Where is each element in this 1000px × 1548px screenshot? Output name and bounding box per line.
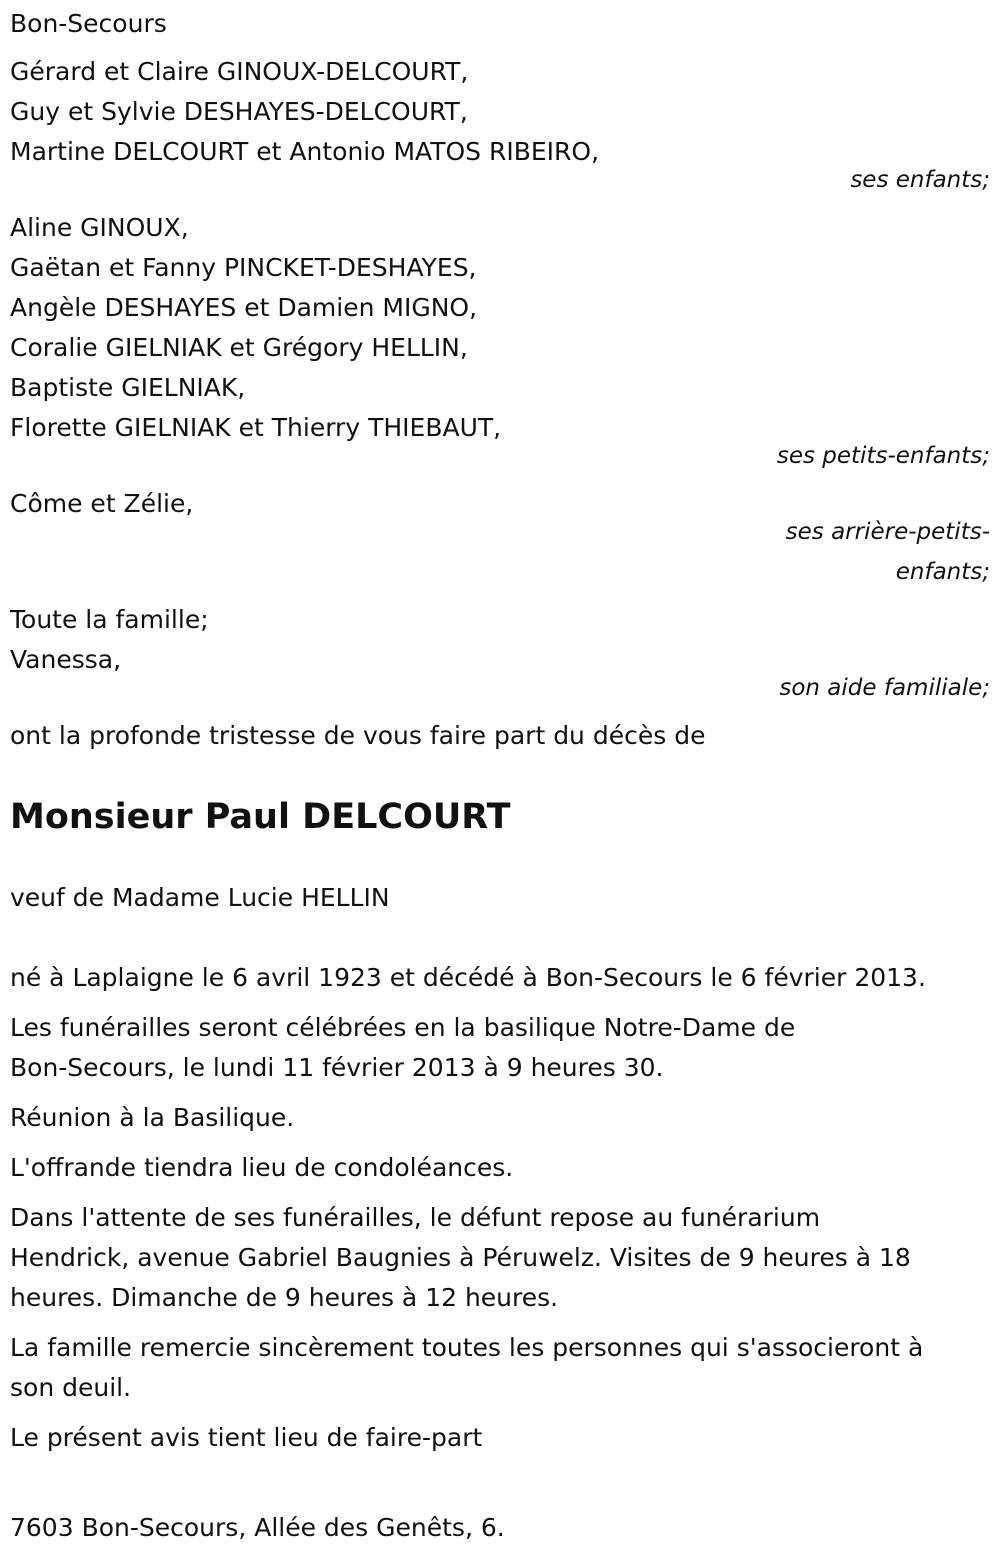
family-list [10, 600, 990, 708]
grandchild-entry: Gaëtan et Fanny PINCKET-DESHAYES, [10, 253, 477, 282]
announcement-intro: ont la profonde tristesse de vous faire part du décès de [10, 721, 706, 750]
thanks-line-2: son deuil. [10, 1373, 132, 1402]
aide-entry: Vanessa, [10, 645, 122, 674]
great-grandchildren-role-line-2: enfants; [895, 559, 990, 585]
notice-text: Le présent avis tient lieu de faire-part [10, 1423, 483, 1452]
children-role: ses enfants; [850, 167, 990, 193]
meeting-paragraph [10, 1098, 990, 1138]
funeral-line-2: Bon-Secours, le lundi 11 février 2013 à 9 heures 30. [10, 1053, 664, 1082]
grandchild-entry: Baptiste GIELNIAK, [10, 373, 246, 402]
birth-death-text: né à Laplaigne le 6 avril 1923 et décédé à Bon-Secours le 6 février 2013. [10, 963, 926, 992]
family-entry: Toute la famille; [10, 605, 209, 634]
deceased-name: Monsieur Paul DELCOURT [10, 797, 511, 837]
rest-line-3: heures. Dimanche de 9 heures à 12 heures. [10, 1283, 559, 1312]
rest-line-1: Dans l'attente de ses funérailles, le défunt repose au funérarium [10, 1203, 821, 1232]
grandchild-entry: Florette GIELNIAK et Thierry THIEBAUT, [10, 413, 502, 442]
grandchild-entry: Aline GINOUX, [10, 213, 189, 242]
child-entry: Martine DELCOURT et Antonio MATOS RIBEIRO, [10, 137, 600, 166]
grandchild-entry: Angèle DESHAYES et Damien MIGNO, [10, 293, 478, 322]
widower-line: veuf de Madame Lucie HELLIN [10, 883, 390, 912]
offering-text: L'offrande tiendra lieu de condoléances. [10, 1153, 514, 1182]
child-entry: Gérard et Claire GINOUX-DELCOURT, [10, 57, 469, 86]
great-grandchild-entry: Côme et Zélie, [10, 489, 194, 518]
rest-paragraph [10, 1198, 990, 1318]
thanks-paragraph [10, 1328, 990, 1408]
grandchildren-role: ses petits-enfants; [776, 443, 990, 469]
grandchild-entry: Coralie GIELNIAK et Grégory HELLIN, [10, 333, 468, 362]
rest-line-2: Hendrick, avenue Gabriel Baugnies à Péruwelz. Visites de 9 heures à 18 [10, 1243, 911, 1272]
great-grandchildren-list [10, 484, 990, 592]
funeral-paragraph [10, 1008, 990, 1088]
offering-paragraph [10, 1148, 990, 1188]
meeting-text: Réunion à la Basilique. [10, 1103, 295, 1132]
birth-death-paragraph [10, 958, 990, 998]
children-list [10, 52, 990, 200]
place-heading: Bon-Secours [10, 9, 167, 38]
address-line: 7603 Bon-Secours, Allée des Genêts, 6. [10, 1513, 505, 1542]
funeral-line-1: Les funérailles seront célébrées en la basilique Notre-Dame de [10, 1013, 796, 1042]
aide-role: son aide familiale; [779, 675, 990, 701]
thanks-line-1: La famille remercie sincèrement toutes les personnes qui s'associeront à [10, 1333, 924, 1362]
great-grandchildren-role-line-1: ses arrière-petits- [785, 519, 990, 545]
notice-paragraph [10, 1418, 990, 1458]
grandchildren-list [10, 208, 990, 476]
child-entry: Guy et Sylvie DESHAYES-DELCOURT, [10, 97, 468, 126]
